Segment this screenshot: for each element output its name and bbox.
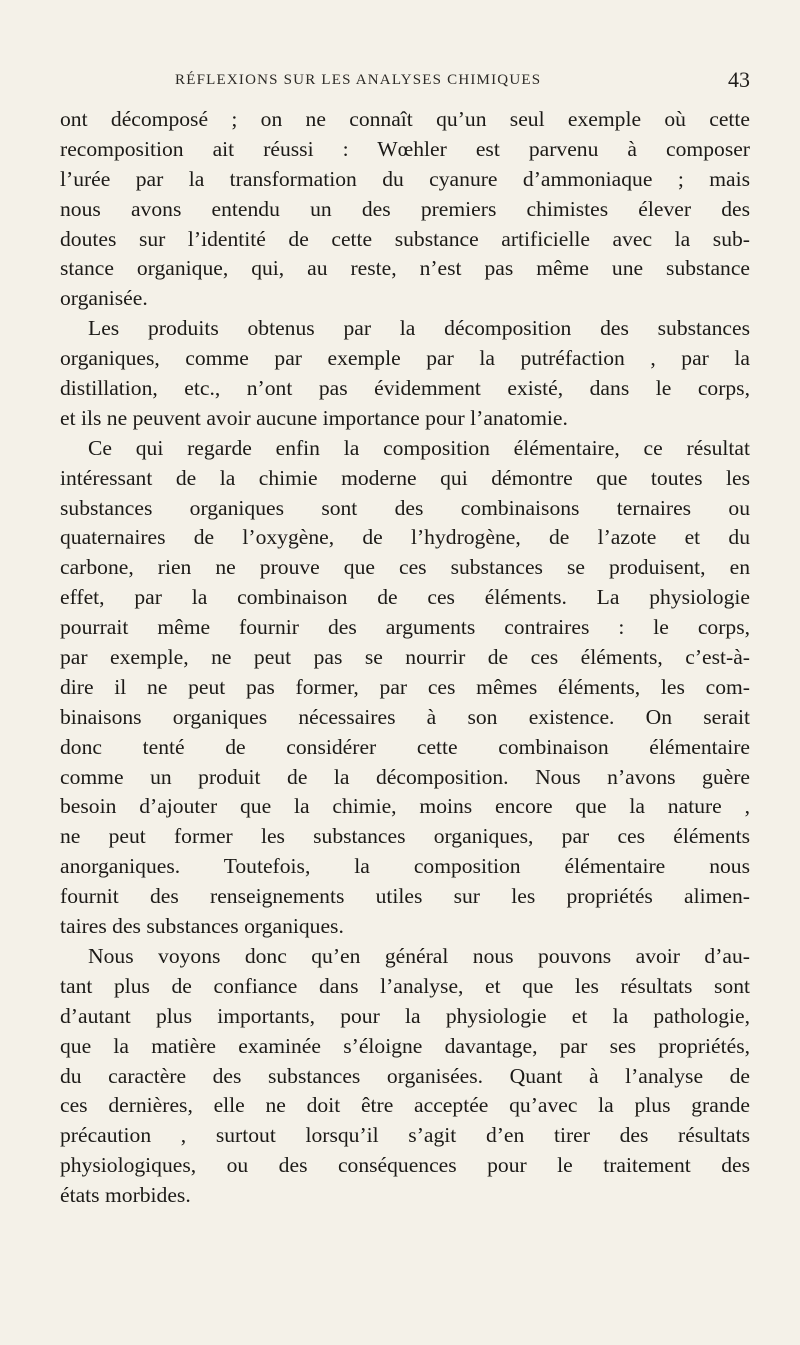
text-line: ont décomposé ; on ne connaît qu’un seul exemple où cette <box>60 107 750 131</box>
text-line: stance organique, qui, au reste, n’est pas même une substance <box>60 256 750 281</box>
text-line: d’autant plus importants, pour la physiologie et la pathologie, <box>60 1003 750 1028</box>
text-line: intéressant de la chimie moderne qui démontre que toutes les <box>60 465 750 490</box>
text-line: substances organiques sont des combinaisons ternaires ou <box>60 495 750 520</box>
running-head: RÉFLEXIONS SUR LES ANALYSES CHIMIQUES <box>175 72 542 88</box>
page-header <box>60 67 750 100</box>
text-line: organiques, comme par exemple par la putréfaction , par la <box>60 346 750 371</box>
text-line: physiologiques, ou des conséquences pour le traitement des <box>60 1153 750 1178</box>
text-line: du caractère des substances organisées. Quant à l’analyse de <box>60 1063 750 1088</box>
text-line: quaternaires de l’oxygène, de l’hydrogène, de l’azote et du <box>60 525 750 550</box>
text-line: états morbides. <box>60 1183 191 1208</box>
text-line: dire il ne peut pas former, par ces mêmes éléments, les com- <box>60 674 750 699</box>
text-line: effet, par la combinaison de ces éléments. La physiologie <box>60 585 750 610</box>
text-line: besoin d’ajouter que la chimie, moins encore que la nature , <box>60 794 750 819</box>
text-line: binaisons organiques nécessaires à son existence. On serait <box>60 704 750 729</box>
text-line: donc tenté de considérer cette combinaison élémentaire <box>60 734 750 759</box>
text-line: fournit des renseignements utiles sur les propriétés alimen- <box>60 884 750 909</box>
text-line: Nous voyons donc qu’en général nous pouvons avoir d’au- <box>88 943 750 968</box>
text-line: ne peut former les substances organiques, par ces éléments <box>60 824 750 849</box>
text-line: pourrait même fournir des arguments contraires : le corps, <box>60 615 750 640</box>
text-line: Les produits obtenus par la décomposition des substances <box>88 316 750 341</box>
text-line: et ils ne peuvent avoir aucune importance pour l’anatomie. <box>60 405 568 430</box>
text-line: nous avons entendu un des premiers chimistes élever des <box>60 196 750 221</box>
text-line: carbone, rien ne prouve que ces substances se produisent, en <box>60 555 750 580</box>
text-line: précaution , surtout lorsqu’il s’agit d’en tirer des résultats <box>60 1123 750 1148</box>
text-line: distillation, etc., n’ont pas évidemment existé, dans le corps, <box>60 376 750 401</box>
text-line: Ce qui regarde enfin la composition élémentaire, ce résultat <box>88 435 750 460</box>
text-line: ces dernières, elle ne doit être acceptée qu’avec la plus grande <box>60 1093 750 1118</box>
body-text <box>60 105 750 1211</box>
text-line: par exemple, ne peut pas se nourrir de ces éléments, c’est-à- <box>60 645 750 670</box>
text-line: tant plus de confiance dans l’analyse, et que les résultats sont <box>60 973 750 998</box>
text-line: recomposition ait réussi : Wœhler est parvenu à composer <box>60 136 750 161</box>
page-number: 43 <box>728 67 750 92</box>
text-line: taires des substances organiques. <box>60 914 344 939</box>
text-line: anorganiques. Toutefois, la composition élémentaire nous <box>60 854 750 879</box>
text-line: comme un produit de la décomposition. Nous n’avons guère <box>60 764 750 789</box>
text-line: que la matière examinée s’éloigne davantage, par ses propriétés, <box>60 1033 750 1058</box>
text-line: doutes sur l’identité de cette substance artificielle avec la sub- <box>60 226 750 251</box>
text-line: organisée. <box>60 286 148 311</box>
text-line: l’urée par la transformation du cyanure d’ammoniaque ; mais <box>60 166 750 191</box>
